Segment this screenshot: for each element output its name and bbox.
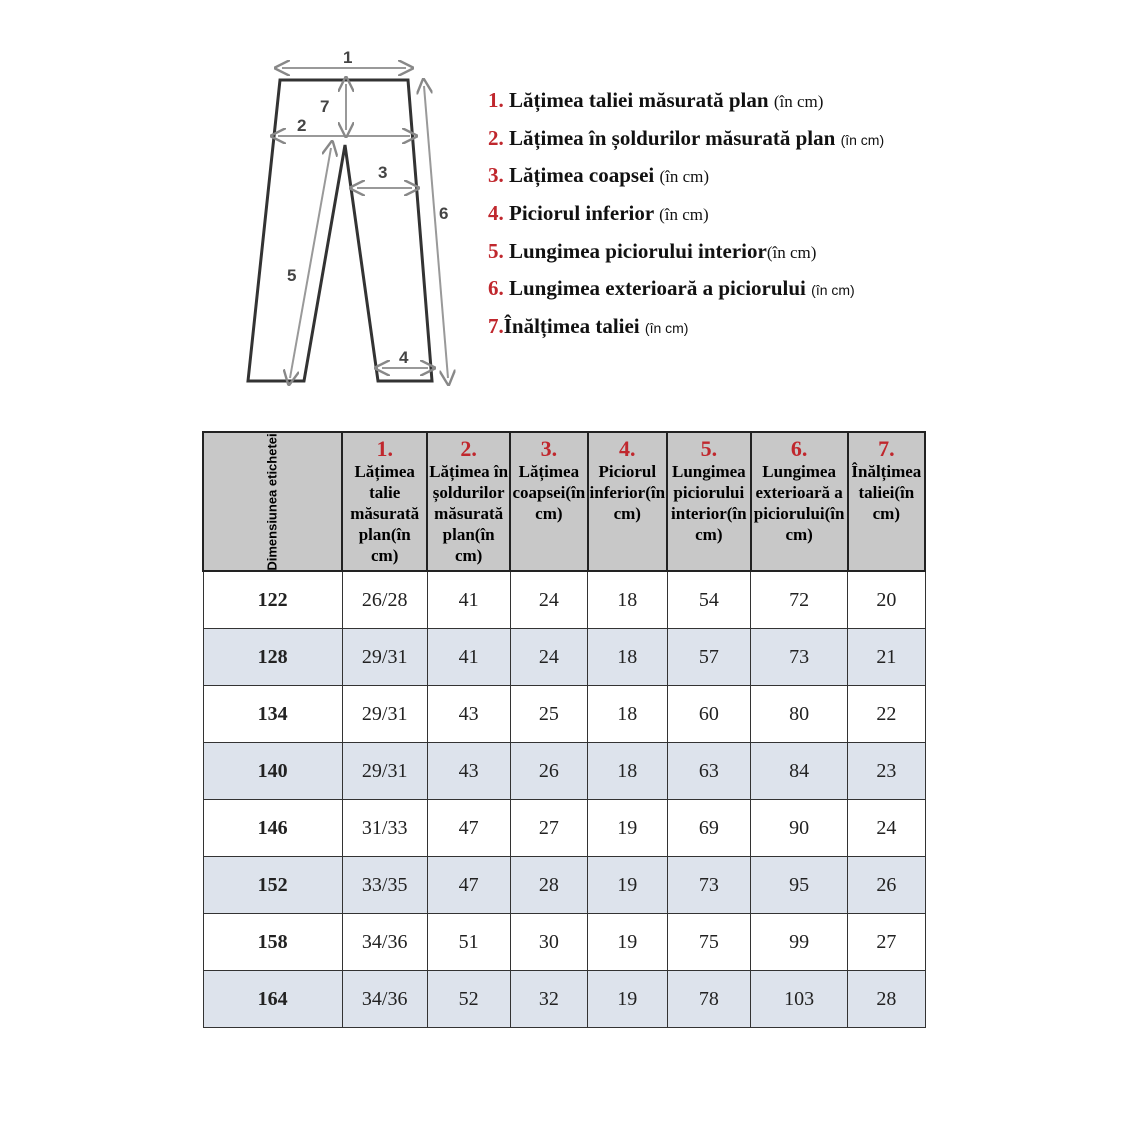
label-2: 2 [297,116,307,135]
header-num: 5. [700,436,718,461]
size-cell: 152 [203,857,342,914]
measurement-cell: 41 [427,629,510,686]
header-num: 1. [376,436,393,461]
measurement-cell: 23 [848,743,925,800]
measurement-cell: 19 [588,914,668,971]
measurement-cell: 54 [667,571,751,629]
measurement-cell: 25 [510,686,587,743]
header-unit: (în cm) [371,525,411,565]
header-unit: (în cm) [872,483,915,523]
label-1: 1 [343,48,353,67]
measurement-cell: 29/31 [342,743,427,800]
measurement-cell: 43 [427,743,510,800]
measurement-cell: 28 [510,857,587,914]
measurement-cell: 30 [510,914,587,971]
measurement-cell: 34/36 [342,914,427,971]
legend-item: 4. Piciorul inferior (în cm) [488,201,709,226]
table-row [203,857,925,914]
measurement-cell: 73 [751,629,848,686]
measurement-cell: 18 [588,571,668,629]
size-label-header: Dimensiunea etichetei [203,432,342,571]
measurement-cell: 22 [848,686,925,743]
measurement-cell: 73 [667,857,751,914]
header-num: 4. [619,436,636,461]
column-header-5 [667,432,751,571]
measurement-cell: 34/36 [342,971,427,1028]
column-header-4 [588,432,668,571]
table-row [203,800,925,857]
measurement-cell: 78 [667,971,751,1028]
measurement-cell: 29/31 [342,686,427,743]
label-6: 6 [439,204,449,223]
measurement-cell: 72 [751,571,848,629]
measurement-cell: 24 [848,800,925,857]
size-table [202,431,926,1028]
header-unit: (în cm) [454,525,495,565]
measurement-cell: 63 [667,743,751,800]
measurement-cell: 47 [427,857,510,914]
measurement-cell: 75 [667,914,751,971]
header-unit: (în cm) [613,483,666,523]
size-cell: 128 [203,629,342,686]
measurement-cell: 19 [588,971,668,1028]
header-title: Lungimea piciorului interior [671,462,746,523]
measurement-cell: 80 [751,686,848,743]
measurement-cell: 24 [510,571,587,629]
pants-outline [248,80,432,381]
header-title: Lățimea talie măsurată plan [350,462,420,544]
table-row [203,743,925,800]
legend-item: 6. Lungimea exterioară a piciorului (în cm) [488,276,855,301]
table-row [203,686,925,743]
measurement-cell: 18 [588,686,668,743]
header-unit: (în cm) [535,483,586,523]
column-header-2 [427,432,510,571]
size-cell: 134 [203,686,342,743]
label-3: 3 [378,163,388,182]
measurement-cell: 47 [427,800,510,857]
header-title: Lățimea în șoldurilor măsurată plan [429,462,509,544]
header-num: 2. [460,436,477,461]
measurement-cell: 90 [751,800,848,857]
measurement-cell: 18 [588,629,668,686]
header-title: Piciorul inferior [589,462,657,502]
measurement-cell: 20 [848,571,925,629]
measurement-cell: 26 [510,743,587,800]
column-header-1 [342,432,427,571]
column-header-7 [848,432,925,571]
measurement-cell: 33/35 [342,857,427,914]
measurement-cell: 26/28 [342,571,427,629]
legend-item: 3. Lățimea coapsei (în cm) [488,163,710,188]
legend-item: 7.Înălțimea taliei (în cm) [488,314,689,339]
header-num: 7. [878,436,895,461]
header-title: Înălțimea taliei [851,462,922,502]
measurement-cell: 27 [510,800,587,857]
measurement-cell: 18 [588,743,668,800]
header-title: Lățimea coapsei [512,462,580,502]
pants-diagram [230,40,470,410]
label-7: 7 [320,97,330,116]
measurement-cell: 57 [667,629,751,686]
measurement-cell: 103 [751,971,848,1028]
measurement-cell: 69 [667,800,751,857]
measurement-cell: 60 [667,686,751,743]
table-row [203,629,925,686]
measurement-cell: 19 [588,857,668,914]
size-cell: 164 [203,971,342,1028]
header-num: 6. [790,436,808,461]
measurement-cell: 28 [848,971,925,1028]
measurement-cell: 51 [427,914,510,971]
legend-item: 2. Lățimea în șoldurilor măsurată plan (în cm) [488,125,885,150]
measurement-cell: 32 [510,971,587,1028]
size-cell: 140 [203,743,342,800]
column-header-3 [510,432,587,571]
measurement-cell: 26 [848,857,925,914]
size-cell: 158 [203,914,342,971]
measurement-cell: 95 [751,857,848,914]
table-row [203,571,925,629]
label-5: 5 [287,266,297,285]
measurement-cell: 52 [427,971,510,1028]
size-cell: 122 [203,571,342,629]
measurement-cell: 99 [751,914,848,971]
measurement-cell: 29/31 [342,629,427,686]
measurement-cell: 21 [848,629,925,686]
header-title: Lungimea exterioară a piciorului [753,462,843,523]
size-cell: 146 [203,800,342,857]
table-row [203,914,925,971]
header-unit: (în cm) [785,504,845,544]
measurement-cell: 41 [427,571,510,629]
measurement-cell: 31/33 [342,800,427,857]
measurement-legend [488,88,884,352]
table-row [203,971,925,1028]
legend-item: 1. Lățimea taliei măsurată plan (în cm) [488,88,824,112]
measurement-cell: 27 [848,914,925,971]
column-header-6 [751,432,848,571]
legend-item: 5. Lungimea piciorului interior(în cm) [488,238,817,263]
header-num: 3. [540,436,558,461]
measurement-cell: 43 [427,686,510,743]
label-4: 4 [399,348,409,367]
measurement-cell: 84 [751,743,848,800]
measurement-cell: 24 [510,629,587,686]
header-unit: (în cm) [695,504,747,544]
measurement-cell: 19 [588,800,668,857]
